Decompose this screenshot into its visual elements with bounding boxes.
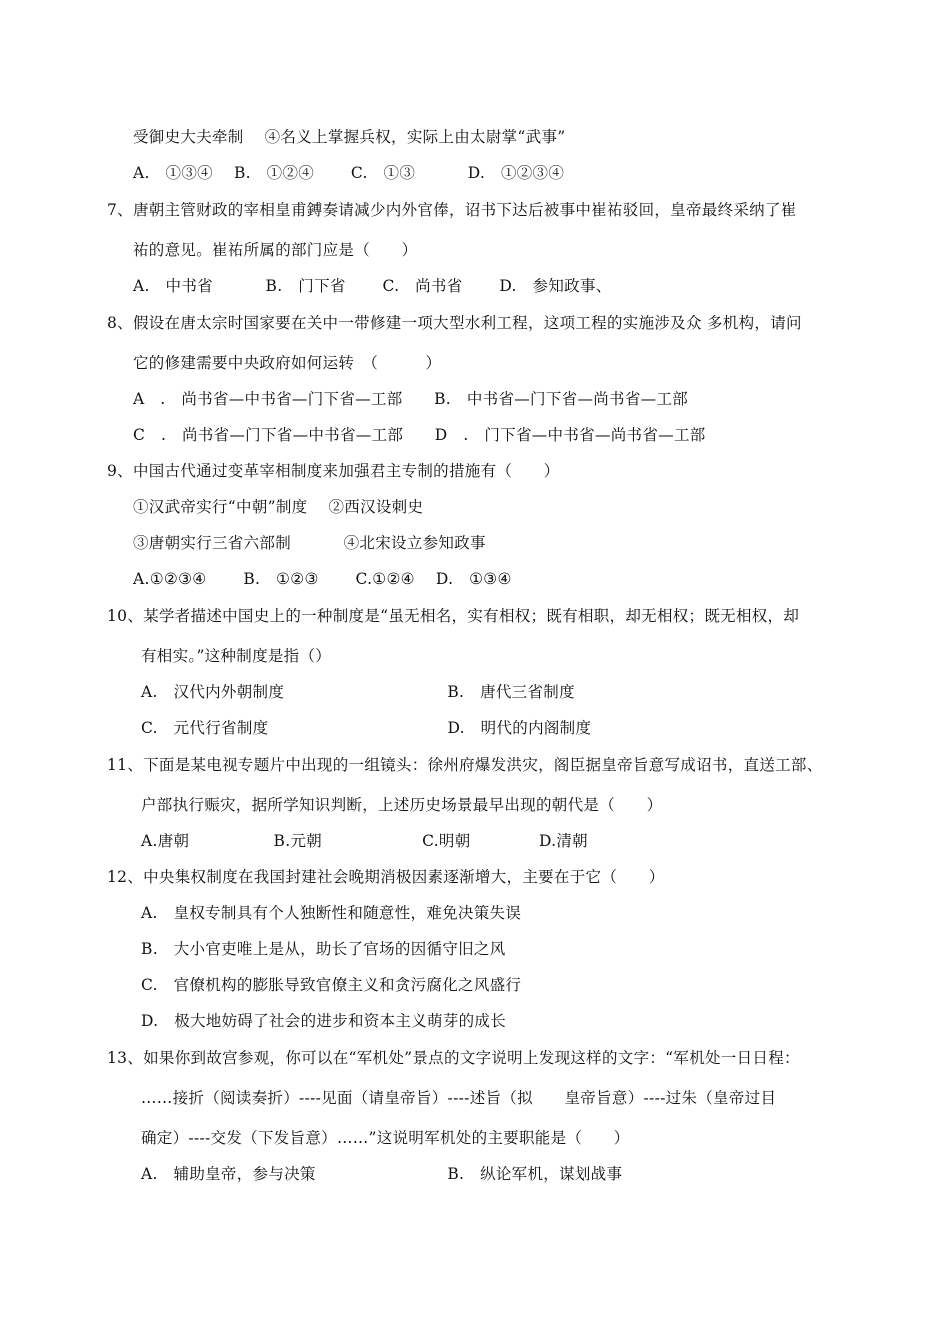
question-9-options: A.①②③④ B. ①②③ C.①②④ D. ①③④ [133,570,512,588]
option-line: 受御史大夫牵制 ④名义上掌握兵权，实际上由太尉掌“武事” [133,128,566,146]
question-9-item: ③唐朝实行三省六部制 ④北宋设立参知政事 [133,534,486,552]
question-10-options-cd: C. 元代行省制度 D. 明代的内阁制度 [141,719,592,737]
question-12: 12、中央集权制度在我国封建社会晚期消极因素逐渐增大，主要在于它（ ） [107,868,665,886]
question-13-cont: 确定）----交发（下发旨意）……”这说明军机处的主要职能是（ ） [141,1129,630,1147]
question-10-options-ab: A. 汉代内外朝制度 B. 唐代三省制度 [141,683,575,701]
question-8: 8、假设在唐太宗时国家要在关中一带修建一项大型水利工程，这项工程的实施涉及众 多机构，请问 [107,314,802,332]
question-13-cont: ……接折（阅读奏折）----见面（请皇帝旨）----述旨（拟 皇帝旨意）----过朱（皇帝过目 [141,1089,777,1107]
question-12-option: D. 极大地妨碍了社会的进步和资本主义萌芽的成长 [141,1012,507,1030]
question-12-option: B. 大小官吏唯上是从，助长了官场的因循守旧之风 [141,940,506,958]
question-7: 7、唐朝主管财政的宰相皇甫鎛奏请减少内外官俸，诏书下达后被事中崔祐驳回，皇帝最终采纳了崔 [107,201,797,219]
question-12-option: A. 皇权专制具有个人独断性和随意性，难免决策失误 [141,904,522,922]
question-13-options-ab: A. 辅助皇帝，参与决策 B. 纵论军机，谋划战事 [141,1165,623,1183]
question-10: 10、某学者描述中国史上的一种制度是“虽无相名，实有相权；既有相职，却无相权；既无相权，却 [107,607,800,625]
question-8-cont: 它的修建需要中央政府如何运转 （ ） [133,354,442,372]
question-11-options: A.唐朝 B.元朝 C.明朝 D.清朝 [141,832,588,850]
question-9-item: ①汉武帝实行“中朝”制度 ②西汉设刺史 [133,498,424,516]
question-11-cont: 户部执行赈灾，据所学知识判断，上述历史场景最早出现的朝代是（ ） [141,796,663,814]
question-13: 13、如果你到故宫参观，你可以在“军机处”景点的文字说明上发现这样的文字：“军机处一日日程： [107,1049,800,1067]
question-11: 11、下面是某电视专题片中出现的一组镜头：徐州府爆发洪灾，阁臣据皇帝旨意写成诏书，直送工部、 [107,756,823,774]
question-8-options-ab: A . 尚书省—中书省—门下省—工部 B. 中书省—门下省—尚书省—工部 [133,390,689,408]
option-line: A. ①③④ B. ①②④ C. ①③ D. ①②③④ [133,164,565,182]
question-10-cont: 有相实。”这种制度是指（） [141,647,332,665]
question-8-options-cd: C . 尚书省—门下省—中书省—工部 D . 门下省—中书省—尚书省—工部 [133,426,706,444]
question-7-cont: 祐的意见。崔祐所属的部门应是（ ） [133,241,418,259]
question-9: 9、中国古代通过变革宰相制度来加强君主专制的措施有（ ） [107,462,560,480]
question-7-options: A. 中书省 B. 门下省 C. 尚书省 D. 参知政事、 [133,277,612,295]
question-12-option: C. 官僚机构的膨胀导致官僚主义和贪污腐化之风盛行 [141,976,522,994]
